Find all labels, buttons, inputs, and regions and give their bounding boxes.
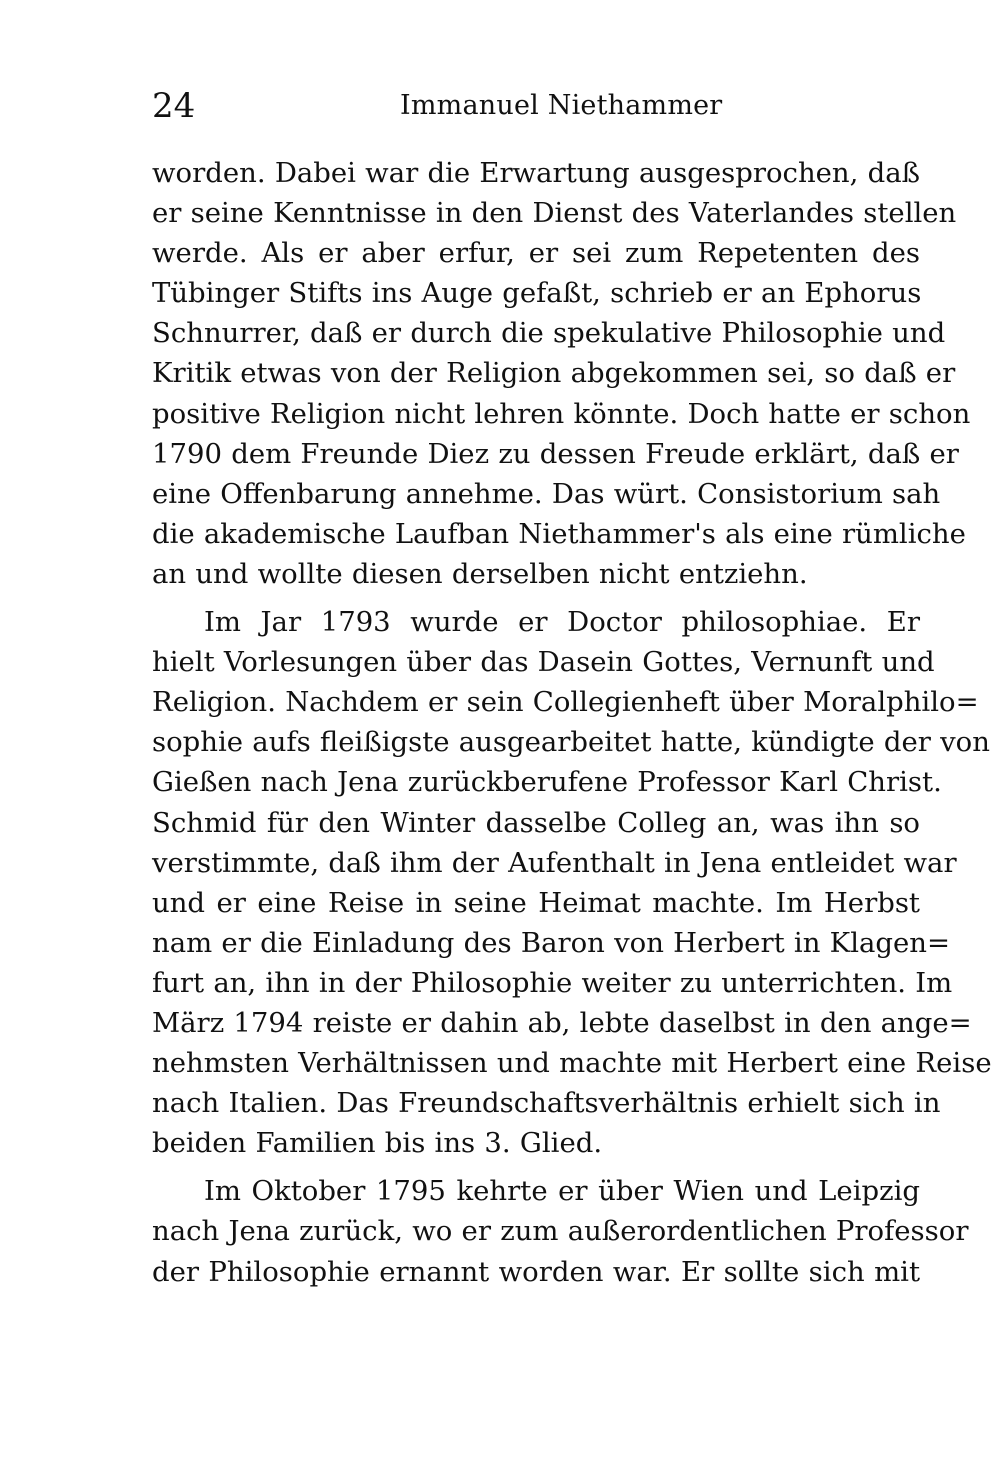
running-title: Immanuel Niethammer (400, 90, 723, 121)
text-line: an und wollte diesen derselben nicht entziehn. (152, 557, 808, 590)
text-line: nam er die Einladung des Baron von Herbert in Klagen= (152, 926, 951, 959)
text-line: er seine Kenntnisse in den Dienst des Vaterlandes stellen (152, 197, 957, 230)
text-line: und er eine Reise in seine Heimat machte. Im Herbst (152, 886, 920, 919)
text-line: sophie aufs fleißigste ausgearbeitet hatte, kündigte der von (152, 726, 990, 759)
paragraph (152, 153, 971, 594)
text-line: Schmid für den Winter dasselbe Colleg an, was ihn so (152, 806, 920, 839)
text-line: Tübinger Stifts ins Auge gefaßt, schrieb er an Ephorus (152, 277, 922, 310)
paragraph-gap (152, 1163, 920, 1171)
text-line: furt an, ihn in der Philosophie weiter zu unterrichten. Im (152, 966, 953, 999)
page-number: 24 (152, 86, 196, 126)
text-line: Kritik etwas von der Religion abgekommen sei, so daß er (152, 357, 956, 390)
page-header (152, 84, 920, 128)
text-line: positive Religion nicht lehren könnte. Doch hatte er schon (152, 397, 971, 430)
text-line: Im Oktober 1795 kehrte er über Wien und Leipzig (204, 1175, 920, 1208)
text-line: Gießen nach Jena zurückberufene Professor Karl Christ. (152, 766, 942, 799)
paragraph (152, 602, 992, 1163)
text-line: nach Italien. Das Freundschaftsverhältnis erhielt sich in (152, 1087, 941, 1120)
text-line: der Philosophie ernannt worden war. Er sollte sich mit (152, 1255, 920, 1288)
text-line: Religion. Nachdem er sein Collegienheft über Moralphilo= (152, 686, 979, 719)
text-line: eine Offenbarung annehme. Das würt. Consistorium sah (152, 477, 941, 510)
text-line: die akademische Laufban Niethammer's als eine rümliche (152, 517, 966, 550)
text-line: werde. Als er aber erfur, er sei zum Repetenten des (152, 237, 920, 270)
text-line: Schnurrer, daß er durch die spekulative Philosophie und (152, 317, 946, 350)
text-line: 1790 dem Freunde Diez zu dessen Freude erklärt, daß er (152, 437, 959, 470)
paragraph (152, 1171, 969, 1291)
text-line: beiden Familien bis ins 3. Glied. (152, 1127, 603, 1160)
text-line: nach Jena zurück, wo er zum außerordentlichen Professor (152, 1215, 969, 1248)
text-line: worden. Dabei war die Erwartung ausgesprochen, daß (152, 157, 920, 189)
text-line: hielt Vorlesungen über das Dasein Gottes, Vernunft und (152, 646, 935, 679)
text-line: März 1794 reiste er dahin ab, lebte daselbst in den ange= (152, 1006, 972, 1039)
paragraph-gap (152, 594, 920, 602)
text-line: nehmsten Verhältnissen und machte mit Herbert eine Reise (152, 1047, 992, 1080)
body-text (152, 153, 992, 1323)
text-line: verstimmte, daß ihm der Aufenthalt in Jena entleidet war (152, 846, 957, 879)
text-line: Im Jar 1793 wurde er Doctor philosophiae. Er (204, 606, 920, 639)
